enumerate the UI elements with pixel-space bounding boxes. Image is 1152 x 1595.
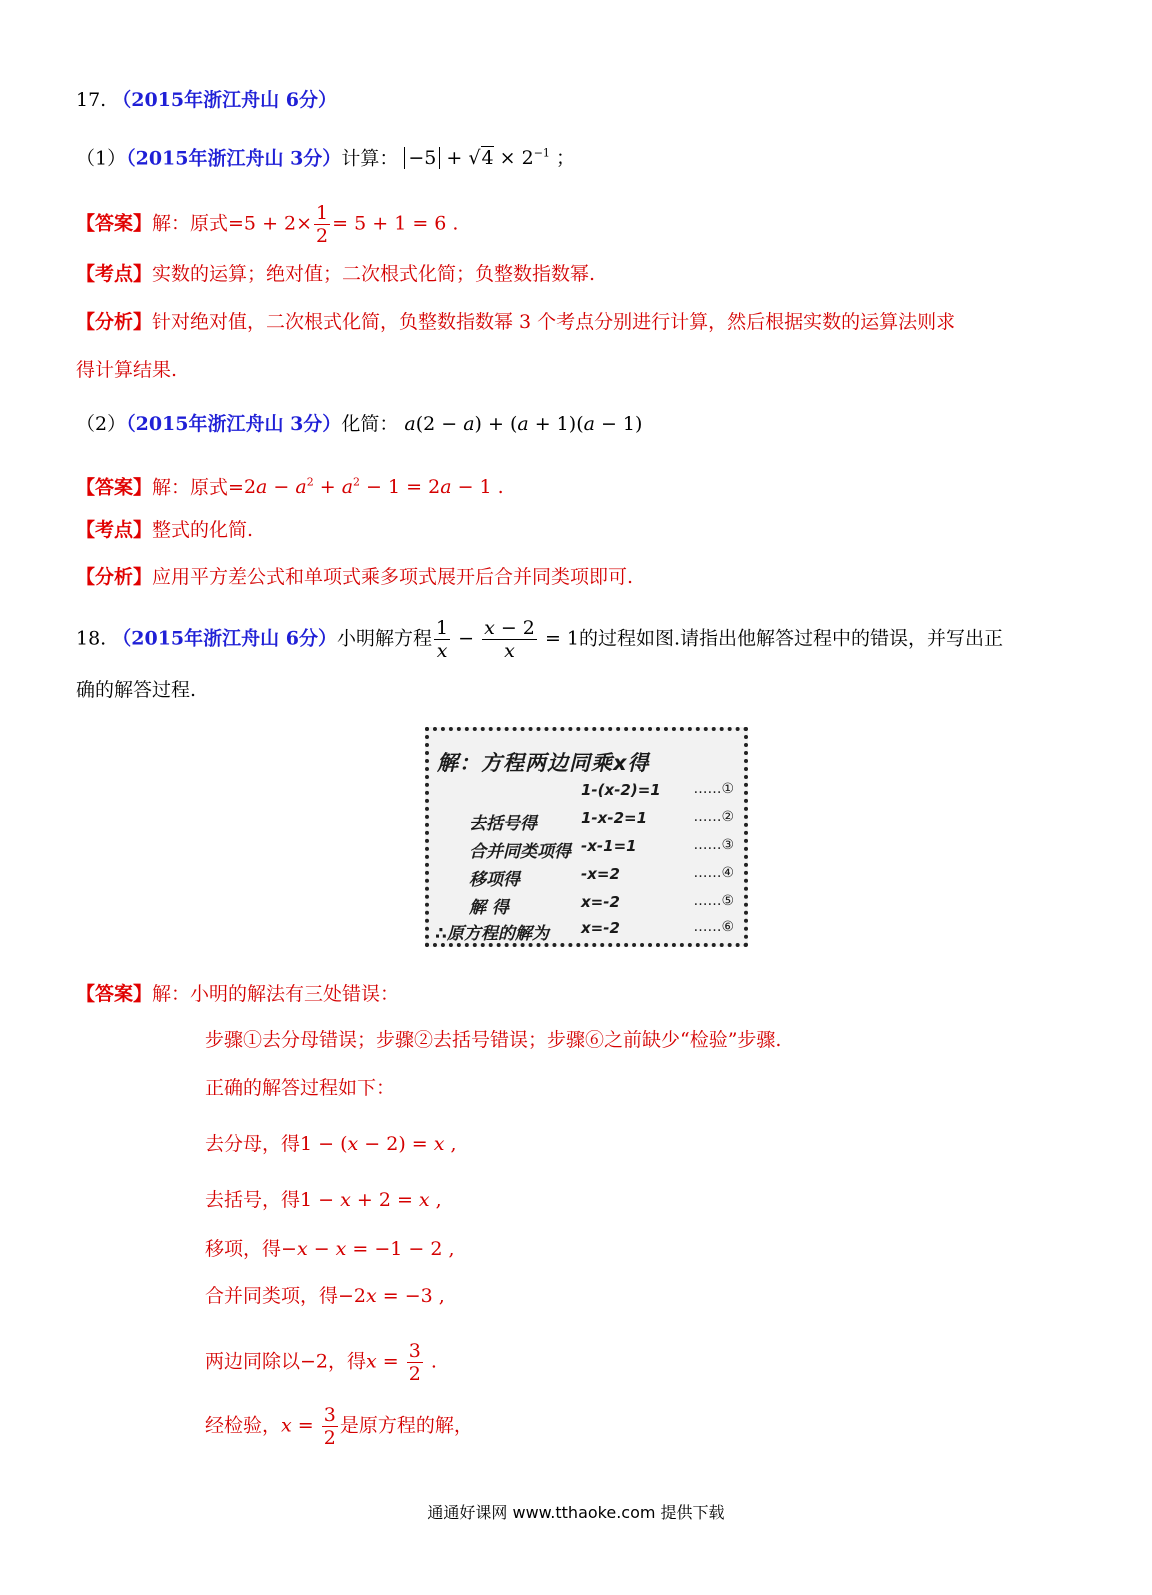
- q17-part2-point: [76, 516, 253, 544]
- answer-tag: 【答案】: [76, 476, 153, 499]
- fraction-three-halves: $\frac{3}{2}$: [323, 1404, 336, 1449]
- handwritten-solution-figure: [425, 727, 748, 947]
- q18-step3: 移项，得−x − x = −1 − 2 ,: [205, 1238, 455, 1260]
- q17-part1-answer-prefix: 解：原式=5 + 2×: [152, 212, 313, 235]
- q17-number: 17.: [76, 89, 107, 111]
- figure-row: 解 得 x=-2 ……⑤: [469, 893, 734, 918]
- fraction-x-2-over-x: $\frac{x - 2}{x}$: [484, 617, 535, 662]
- fraction-one-half: $\frac{1}{2}$: [316, 202, 329, 247]
- fraction-three-halves: $\frac{3}{2}$: [408, 1340, 421, 1385]
- answer-tag: 【答案】: [76, 212, 153, 235]
- figure-row: 合并同类项得 -x-1=1 ……③: [469, 837, 734, 862]
- q17-part1-label: （1）: [76, 147, 127, 170]
- q18-step2: 去括号，得1 − x + 2 = x ,: [205, 1189, 442, 1211]
- q18-answer-intro: 解：小明的解法有三处错误：: [152, 983, 400, 1005]
- point-tag: 【考点】: [76, 263, 153, 285]
- figure-row: 去括号得 1-x-2=1 ……②: [469, 809, 734, 834]
- q18-number: 18.: [76, 627, 107, 650]
- q17-part2-source: （2015年浙江舟山 3分）: [126, 413, 342, 435]
- q17-header: [76, 86, 337, 114]
- q17-part2-answer-expr: $2a - a^2 + a^2 - 1 = 2a - 1$ .: [243, 476, 504, 499]
- q18-step4: 合并同类项，得−2x = −3 ,: [205, 1285, 445, 1307]
- q18-errors: 步骤①去分母错误；步骤②去括号错误；步骤⑥之前缺少“检验”步骤.: [205, 1029, 782, 1051]
- figure-row: ∴原方程的解为 x=-2 ……⑥: [435, 919, 734, 944]
- q17-part1-answer: [76, 202, 458, 247]
- q17-part1-expression: $-5 + √4 \times 2^{-1}$ ；: [404, 147, 575, 169]
- fraction-1-over-x: $\frac{1}{x}$: [436, 617, 449, 662]
- q18-prompt-a: 小明解方程: [336, 627, 432, 650]
- page-footer: 通通好课网 www.tthaoke.com 提供下载: [427, 1503, 725, 1522]
- q17-part1-source: （2015年浙江舟山 3分）: [126, 147, 342, 170]
- figure-row: 1-(x-2)=1 ……①: [581, 781, 734, 799]
- q17-part2-prompt-text: 化简：: [341, 413, 399, 435]
- figure-row: 移项得 -x=2 ……④: [469, 865, 734, 890]
- q17-part1-point-text: 实数的运算；绝对值；二次根式化简；负整数指数幂.: [152, 263, 596, 285]
- q17-part2-expression: a(2 − a) + (a + 1)(a − 1): [404, 413, 643, 435]
- q17-part2-analysis-text: 应用平方差公式和单项式乘多项式展开后合并同类项即可.: [152, 566, 634, 588]
- q18-step1: 去分母，得1 − (x − 2) = x ,: [205, 1133, 457, 1155]
- q18-step6: 经检验，x = $\frac{3}{2}$ 是原方程的解，: [205, 1404, 473, 1449]
- q17-part1-prompt-text: 计算：: [341, 147, 399, 170]
- answer-tag: 【答案】: [76, 983, 153, 1005]
- q17-part1-analysis-line1: 针对绝对值，二次根式化简，负整数指数幂 3 个考点分别进行计算，然后根据实数的运算法则求: [152, 311, 956, 333]
- q17-source: （2015年浙江舟山 6分）: [112, 89, 337, 111]
- q17-part2-point-text: 整式的化简.: [152, 519, 254, 541]
- analysis-tag: 【分析】: [76, 566, 153, 588]
- q17-part1-prompt: [76, 140, 575, 172]
- figure-heading: 解：方程两边同乘x得: [437, 751, 650, 775]
- q17-part1-analysis-line2: 得计算结果.: [76, 359, 178, 381]
- q18-correct-intro: 正确的解答过程如下：: [205, 1077, 396, 1099]
- q18-prompt-line2: 确的解答过程.: [76, 679, 197, 701]
- q17-part1-answer-suffix: = 5 + 1 = 6 .: [332, 212, 459, 235]
- q17-part2-prompt: [76, 410, 642, 438]
- q17-part2-answer-prefix: 解：原式=: [152, 476, 244, 499]
- q17-part2-analysis: [76, 563, 633, 591]
- q18-source: （2015年浙江舟山 6分）: [112, 627, 337, 650]
- q17-part2-label: （2）: [76, 413, 127, 435]
- q17-part1-point: [76, 260, 595, 288]
- q18-answer: [76, 980, 399, 1008]
- q17-part1-analysis: [76, 308, 955, 336]
- q17-part2-answer: [76, 469, 504, 501]
- analysis-tag: 【分析】: [76, 311, 153, 333]
- q18-prompt-b: 的过程如图.请指出他解答过程中的错误，并写出正: [579, 627, 1004, 650]
- q18-step5: 两边同除以−2，得x = $\frac{3}{2}$ .: [205, 1340, 437, 1385]
- point-tag: 【考点】: [76, 519, 153, 541]
- q18-prompt: 18. （2015年浙江舟山 6分）小明解方程 $\frac{1}{x}$ − $\frac{x - 2}{x}$ = 1的过程如图.请指出他解答过程中的错误，并写出正: [76, 617, 1004, 662]
